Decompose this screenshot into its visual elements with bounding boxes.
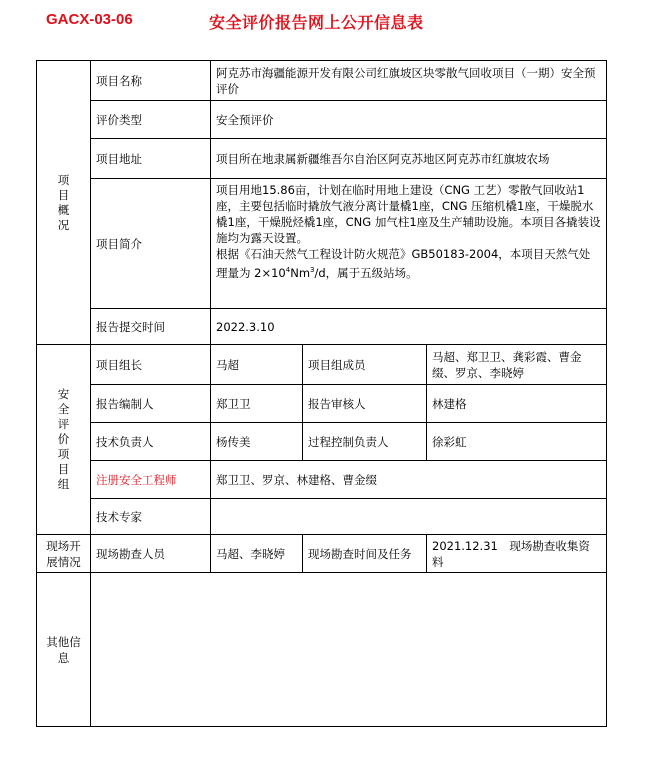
report-reviewer-label: 报告审核人 bbox=[303, 385, 427, 423]
document-code: GACX-03-06 bbox=[46, 11, 133, 28]
team-leader-value: 马超 bbox=[211, 345, 303, 385]
registered-engineers-label: 注册安全工程师 bbox=[91, 461, 211, 499]
evaluation-type-value: 安全预评价 bbox=[211, 101, 607, 139]
technical-experts-value bbox=[211, 499, 607, 535]
submission-date-label: 报告提交时间 bbox=[91, 309, 211, 345]
submission-date-value: 2022.3.10 bbox=[211, 309, 607, 345]
site-time-label: 现场勘查时间及任务 bbox=[303, 535, 427, 573]
project-name-label: 项目名称 bbox=[91, 61, 211, 101]
team-leader-label: 项目组长 bbox=[91, 345, 211, 385]
site-section-label: 现场开展情况 bbox=[37, 535, 91, 573]
team-members-value: 马超、郑卫卫、龚彩霞、曹金缀、罗京、李晓婷 bbox=[427, 345, 607, 385]
site-staff-label: 现场勘查人员 bbox=[91, 535, 211, 573]
project-intro-paragraph-1: 项目用地15.86亩，计划在临时用地上建设（CNG 工艺）零散气回收站1座，主要包括临时撬放气液分离计量橇1座，CNG 压缩机橇1座，干燥脱水橇1座，干燥脱烃橇1座，CNG 加气柱1座及生产辅助设施。本项目各撬装设施均为露天设置。 bbox=[216, 183, 601, 245]
project-address-label: 项目地址 bbox=[91, 139, 211, 179]
overview-section-label: 项目概况 bbox=[37, 61, 91, 345]
technical-lead-label: 技术负责人 bbox=[91, 423, 211, 461]
other-section-label: 其他信息 bbox=[37, 573, 91, 727]
report-author-label: 报告编制人 bbox=[91, 385, 211, 423]
document-title: 安全评价报告网上公开信息表 bbox=[209, 13, 424, 32]
project-name-value: 阿克苏市海疆能源开发有限公司红旗坡区块零散气回收项目（一期）安全预评价 bbox=[211, 61, 607, 101]
other-info-value bbox=[91, 573, 607, 727]
project-intro-value bbox=[211, 179, 607, 309]
project-address-value: 项目所在地隶属新疆维吾尔自治区阿克苏地区阿克苏市红旗坡农场 bbox=[211, 139, 607, 179]
info-table bbox=[36, 60, 607, 727]
report-reviewer-value: 林建格 bbox=[427, 385, 607, 423]
process-control-value: 徐彩虹 bbox=[427, 423, 607, 461]
project-intro-paragraph-2: 根据《石油天然气工程设计防火规范》GB50183-2004，本项目天然气处理量为 $2\times 10^4Nm^3/d$，属于五级站场。 bbox=[216, 247, 591, 280]
registered-engineers-value: 郑卫卫、罗京、林建格、曹金缀 bbox=[211, 461, 607, 499]
report-author-value: 郑卫卫 bbox=[211, 385, 303, 423]
team-members-label: 项目组成员 bbox=[303, 345, 427, 385]
team-section-label: 安全评价项目组 bbox=[37, 345, 91, 535]
technical-experts-label: 技术专家 bbox=[91, 499, 211, 535]
site-time-value: 2021.12.31 现场勘查收集资料 bbox=[427, 535, 607, 573]
evaluation-type-label: 评价类型 bbox=[91, 101, 211, 139]
process-control-label: 过程控制负责人 bbox=[303, 423, 427, 461]
project-intro-label: 项目简介 bbox=[91, 179, 211, 309]
technical-lead-value: 杨传美 bbox=[211, 423, 303, 461]
site-staff-value: 马超、李晓婷 bbox=[211, 535, 303, 573]
